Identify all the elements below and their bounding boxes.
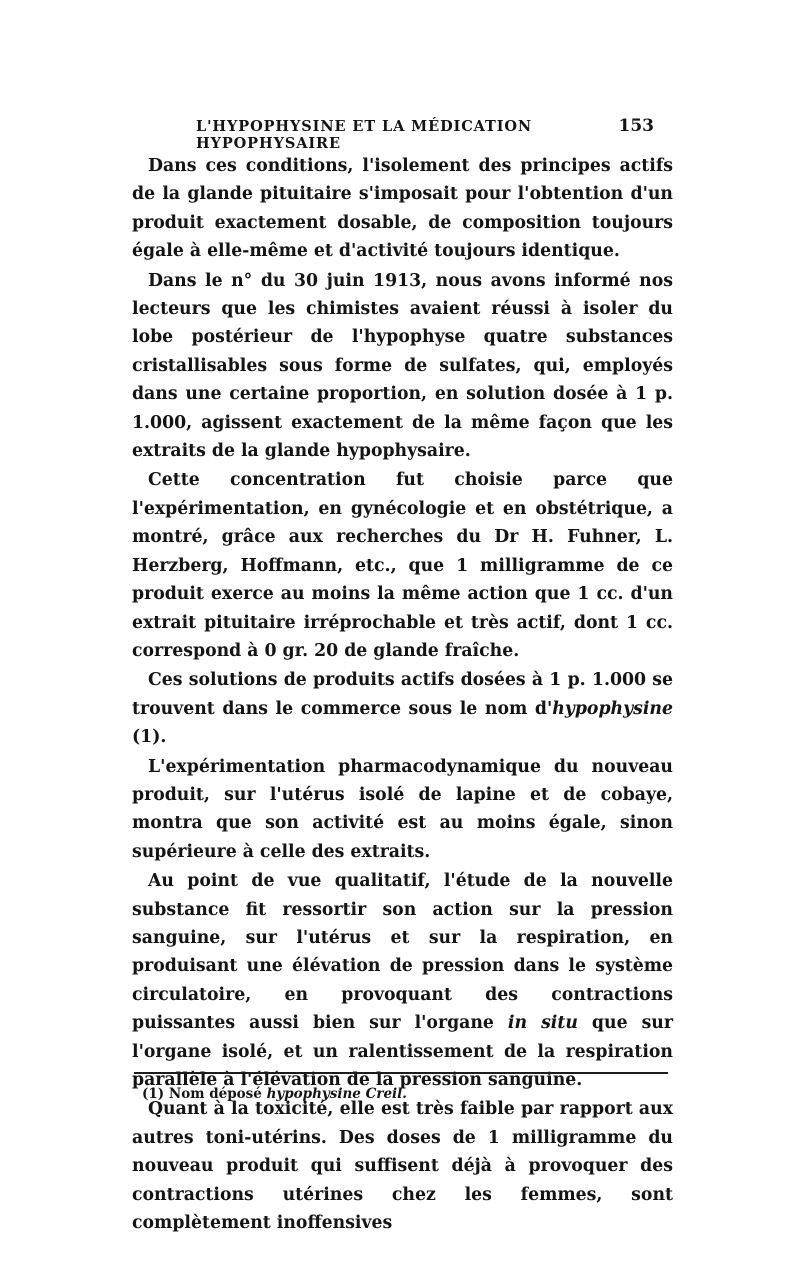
paragraph-4-end: (1). [132, 727, 167, 748]
paragraph-6-start: Au point de vue qualitatif, l'étude de la nouvelle substance fit ressortir son action sur la pression sanguine, sur l'utérus et sur la respiration, en produisant une élévation de pression dans le système circulatoire, en provoquant des contractions puissantes aussi bien sur l'organe [132, 871, 673, 1034]
footnote [142, 1084, 662, 1104]
page-number: 153 [618, 116, 654, 136]
footnote-italic: hypophysine Creil. [266, 1086, 408, 1102]
paragraph-6-italic: in situ [507, 1013, 578, 1034]
paragraph-1: Dans ces conditions, l'isolement des principes actifs de la glande pituitaire s'imposait pour l'obtention d'un produit exactement dosable, de composition toujours égale à elle-même et d'activité toujours identique. [132, 156, 673, 262]
paragraph-4-italic: hypophysine [552, 698, 673, 719]
paragraph-6 [132, 867, 673, 1094]
paragraph-4 [132, 666, 673, 751]
paragraph-7: Quant à la toxicité, elle est très faible par rapport aux autres toni-utérins. Des doses de 1 milligramme du nouveau produit qui suffisent déjà à provoquer des contractions utérines chez les femmes, sont complètement inoffensives [132, 1099, 673, 1234]
header-title: L'HYPOPHYSINE ET LA MÉDICATION HYPOPHYSAIRE [196, 118, 533, 152]
paragraph-4-start: Ces solutions de produits actifs dosées à 1 p. 1.000 se trouvent dans le commerce sous le nom d' [132, 670, 673, 719]
footnote-text: (1) Nom déposé [142, 1086, 267, 1102]
footnote-divider [134, 1072, 668, 1074]
running-header [196, 116, 654, 152]
paragraph-6-end: que sur l'organe isolé, et un ralentissement de la respiration parallèle à l'élévation de la pression sanguine. [132, 1013, 673, 1090]
paragraph-5: L'expérimentation pharmacodynamique du nouveau produit, sur l'utérus isolé de lapine et de cobaye, montra que son activité est au moins égale, sinon supérieure à celle des extraits. [132, 756, 673, 862]
paragraph-3: Cette concentration fut choisie parce que l'expérimentation, en gynécologie et en obstétrique, a montré, grâce aux recherches du Dr H. Fuhner, L. Herzberg, Hoffmann, etc., que 1 milligramme de ce produit exerce au moins la même action que 1 cc. d'un extrait pituitaire irréprochable et très actif, dont 1 cc. correspond à 0 gr. 20 de glande fraîche. [132, 470, 673, 661]
body-text [132, 152, 673, 1238]
paragraph-2: Dans le n° du 30 juin 1913, nous avons informé nos lecteurs que les chimistes avaient réussi à isoler du lobe postérieur de l'hypophyse quatre substances cristallisables sous forme de sulfates, qui, employés dans une certaine proportion, en solution dosée à 1 p. 1.000, agissent exactement de la même façon que les extraits de la glande hypophysaire. [132, 270, 673, 462]
